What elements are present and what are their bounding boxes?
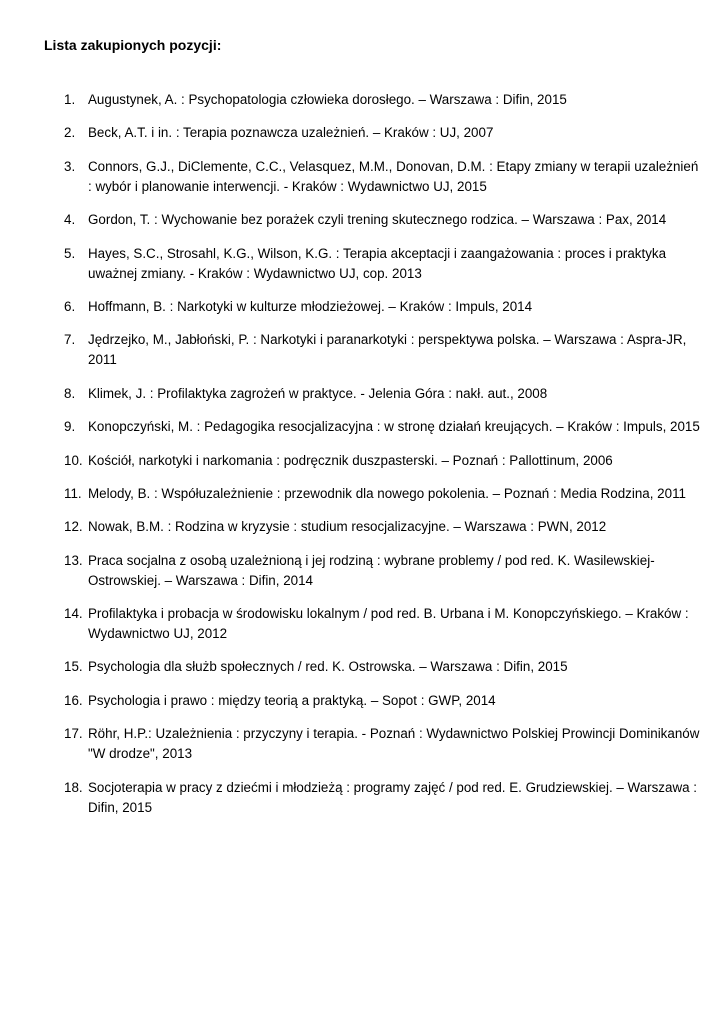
item-number: 8.: [64, 385, 76, 401]
item-number: 12.: [64, 519, 83, 535]
item-text: Röhr, H.P.: Uzależnienia : przyczyny i terapia. - Poznań : Wydawnictwo Polskiej Prowincji Dominikanów "W drodze", 2013: [88, 726, 700, 762]
list-item: [64, 691, 704, 711]
item-number: 10.: [64, 452, 83, 468]
item-number: 6.: [64, 298, 76, 314]
list-item: [64, 657, 704, 677]
item-number: 11.: [64, 485, 82, 501]
list-item: [64, 157, 704, 197]
item-text: Profilaktyka i probacja w środowisku lokalnym / pod red. B. Urbana i M. Konopczyńskiego. – Kraków : Wydawnictwo UJ, 2012: [88, 606, 689, 642]
item-number: 2.: [64, 125, 76, 141]
page-title: Lista zakupionych pozycji:: [44, 37, 222, 53]
list-item: [64, 297, 704, 317]
item-text: Praca socjalna z osobą uzależnioną i jej rodziną : wybrane problemy / pod red. K. Wasilewskiej-Ostrowskiej. – Warszawa : Difin, 2014: [88, 552, 655, 588]
item-text: Klimek, J. : Profilaktyka zagrożeń w praktyce. - Jelenia Góra : nakł. aut., 2008: [88, 385, 548, 401]
item-number: 14.: [64, 606, 83, 622]
list-item: [64, 90, 704, 110]
item-text: Socjoterapia w pracy z dziećmi i młodzieżą : programy zajęć / pod red. E. Grudziewskiej. – Warszawa : Difin, 2015: [88, 779, 698, 815]
list-item: [64, 724, 704, 764]
item-number: 18.: [64, 779, 83, 795]
item-number: 3.: [64, 158, 76, 174]
list-item: [64, 417, 704, 437]
item-number: 1.: [64, 92, 76, 107]
item-text: Connors, G.J., DiClemente, C.C., Velasquez, M.M., Donovan, D.M. : Etapy zmiany w terapii uzależnień : wybór i planowanie interwencji. - Kraków : Wydawnictwo UJ, 2015: [88, 158, 699, 194]
item-text: Nowak, B.M. : Rodzina w kryzysie : studium resocjalizacyjne. – Warszawa : PWN, 2012: [88, 519, 607, 535]
item-text: Beck, A.T. i in. : Terapia poznawcza uzależnień. – Kraków : UJ, 2007: [88, 125, 494, 141]
list-item: [64, 604, 704, 644]
list-item: [64, 244, 704, 284]
list-item: [64, 451, 704, 471]
list-item: [64, 551, 704, 591]
item-number: 15.: [64, 659, 83, 675]
item-text: Melody, B. : Współuzależnienie : przewodnik dla nowego pokolenia. – Poznań : Media Rodzina, 2011: [88, 485, 686, 501]
item-text: Psychologia i prawo : między teorią a praktyką. – Sopot : GWP, 2014: [88, 692, 496, 708]
list-item: [64, 484, 704, 504]
list-item: [64, 210, 704, 230]
item-text: Gordon, T. : Wychowanie bez porażek czyli trening skutecznego rodzica. – Warszawa : Pax, 2014: [88, 212, 667, 228]
item-text: Hayes, S.C., Strosahl, K.G., Wilson, K.G. : Terapia akceptacji i zaangażowania : proces i praktyka uważnej zmiany. - Kraków : Wydawnictwo UJ, cop. 2013: [88, 245, 667, 281]
item-text: Jędrzejko, M., Jabłoński, P. : Narkotyki i paranarkotyki : perspektywa polska. – Warszawa : Aspra-JR, 2011: [88, 332, 687, 368]
item-number: 13.: [64, 552, 83, 568]
purchased-items-list: [64, 90, 704, 831]
list-item: [64, 517, 704, 537]
item-text: Augustynek, A. : Psychopatologia człowieka dorosłego. – Warszawa : Difin, 2015: [88, 92, 567, 107]
item-number: 16.: [64, 692, 83, 708]
item-number: 7.: [64, 332, 76, 348]
item-number: 5.: [64, 245, 76, 261]
list-item: [64, 123, 704, 143]
list-item: [64, 778, 704, 818]
item-number: 17.: [64, 726, 83, 742]
list-item: [64, 330, 704, 370]
item-text: Konopczyński, M. : Pedagogika resocjalizacyjna : w stronę działań kreujących. – Kraków : Impuls, 2015: [88, 419, 700, 435]
item-number: 9.: [64, 419, 76, 435]
item-text: Kościół, narkotyki i narkomania : podręcznik duszpasterski. – Poznań : Pallottinum, 2006: [88, 452, 613, 468]
item-text: Hoffmann, B. : Narkotyki w kulturze młodzieżowej. – Kraków : Impuls, 2014: [88, 298, 533, 314]
list-item: [64, 384, 704, 404]
item-number: 4.: [64, 212, 76, 228]
item-text: Psychologia dla służb społecznych / red. K. Ostrowska. – Warszawa : Difin, 2015: [88, 659, 568, 675]
